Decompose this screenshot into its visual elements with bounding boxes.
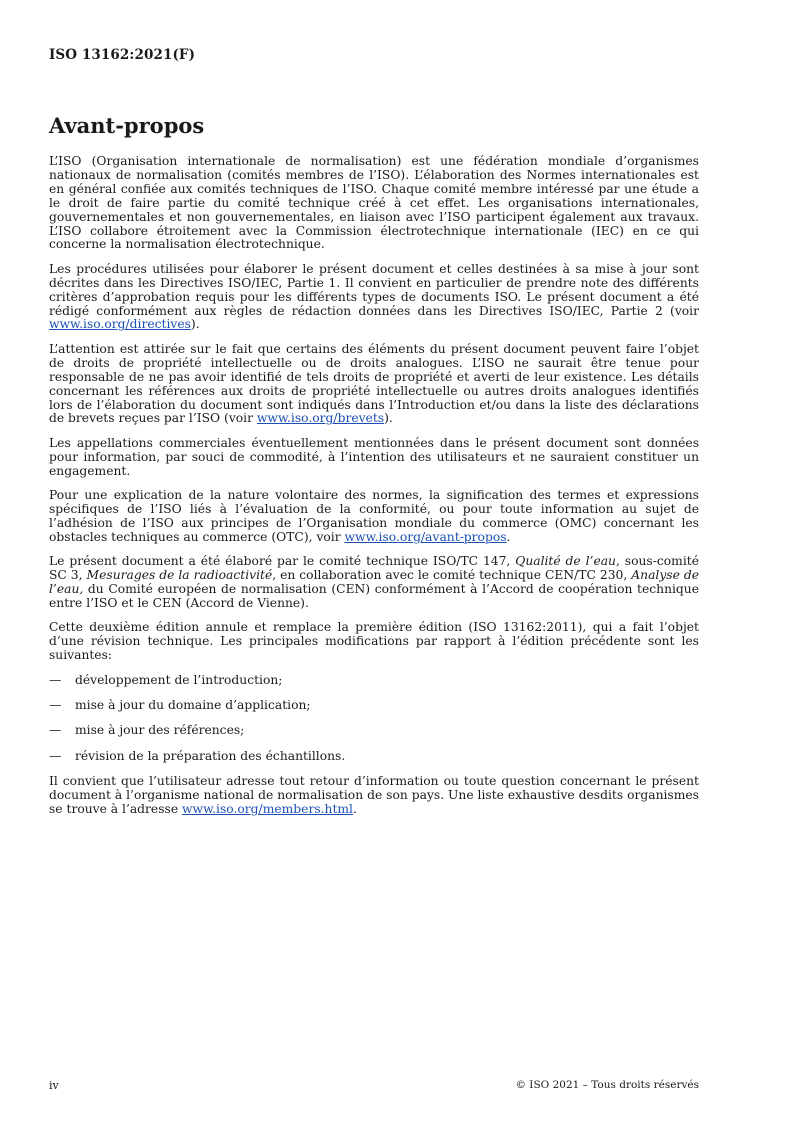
paragraph-procedures — [49, 263, 699, 333]
list-item-text: développement de l’introduction; — [75, 672, 283, 687]
members-link[interactable]: www.iso.org/members.html — [182, 801, 353, 816]
paragraph-text: ). — [190, 317, 200, 332]
list-item — [49, 699, 699, 713]
list-item — [49, 750, 699, 764]
dash-bullet: — — [49, 748, 62, 763]
list-item-text: mise à jour du domaine d’application; — [75, 697, 311, 712]
paragraph-text: , en collaboration avec le comité technique CEN/TC 230, — [272, 568, 632, 583]
paragraph-text: ). — [384, 411, 393, 426]
list-item — [49, 724, 699, 738]
paragraph-text: . — [353, 801, 357, 816]
page-title: Avant-propos — [49, 113, 205, 138]
paragraph-committee — [49, 555, 699, 611]
foreword-link[interactable]: www.iso.org/avant-propos — [344, 529, 507, 544]
cen-committee-title: Analyse de l’eau, — [49, 568, 699, 596]
paragraph-text: . — [506, 529, 511, 544]
paragraph-text: L’attention est attirée sur le fait que certains des éléments du présent document peuvent faire l’objet de droits de propriété intellectuelle ou de droits analogues. L’ISO ne saurait être tenue pour responsable de ne pas avoir identifié de tels droits de propriété et averti de leur existence. Les détails concernant les références aux droits de propriété intellectuelle ou autres droits analogues identifiés lors de l’élaboration du document sont indiqués dans l’Introduction et/ou dans la liste des déclarations de brevets reçues par l’ISO (voir — [49, 341, 699, 426]
copyright-notice: © ISO 2021 – Tous droits réservés — [515, 1079, 699, 1091]
paragraph-text: du Comité européen de normalisation (CEN) conformément à l’Accord de coopération technique entre l’ISO et le CEN (Accord de Vienne). — [49, 581, 699, 610]
directives-link[interactable]: www.iso.org/directives — [49, 317, 191, 332]
subcommittee-title: Mesurages de la radioactivité — [86, 568, 273, 583]
foreword-body — [49, 155, 699, 827]
list-item-text: mise à jour des références; — [75, 723, 245, 738]
paragraph-trade-names: Les appellations commerciales éventuellement mentionnées dans le présent document sont données pour information, par souci de commodité, à l’intention des utilisateurs et ne sauraient constituer un engagement. — [49, 435, 699, 478]
dash-bullet: — — [49, 723, 62, 738]
paragraph-iso-description: L’ISO (Organisation internationale de normalisation) est une fédération mondiale d’organismes nationaux de normalisation (comités membres de l’ISO). L’élaboration des Normes internationales est en général confiée aux comités techniques de l’ISO. Chaque comité membre intéressé par une étude a le droit de faire partie du comité technique créé à cet effet. Les organisations internationales, gouvernementales et non gouvernementales, en liaison avec l’ISO participent également aux travaux. L’ISO collabore étroitement avec la Commission électrotechnique internationale (IEC) en ce qui concerne la normalisation électrotechnique. — [49, 154, 699, 252]
paragraph-voluntary-nature — [49, 489, 699, 545]
paragraph-text: Les procédures utilisées pour élaborer le présent document et celles destinées à sa mise à jour sont décrites dans les Directives ISO/IEC, Partie 1. Il convient en particulier de prendre note des différents critères d’approbation requis pour les différents types de documents ISO. Le présent document a été rédigé conformément aux règles de rédaction données dans les Directives ISO/IEC, Partie 2 (voir — [49, 261, 699, 318]
paragraph-text: , sous-comité SC 3, — [49, 554, 699, 583]
dash-bullet: — — [49, 672, 62, 687]
paragraph-edition: Cette deuxième édition annule et remplace la première édition (ISO 13162:2011), qui a fait l’objet d’une révision technique. Les principales modifications par rapport à l’édition précédente sont les suivantes: — [49, 620, 699, 663]
paragraph-text: Le présent document a été élaboré par le comité technique ISO/TC 147, — [49, 554, 516, 569]
list-item-text: révision de la préparation des échantillons. — [75, 748, 346, 763]
list-item — [49, 674, 699, 688]
paragraph-text: Pour une explication de la nature volontaire des normes, la signification des termes et expressions spécifiques de l’ISO liés à l’évaluation de la conformité, ou pour toute information au sujet de l’adhésion de l’ISO aux principes de l’Organisation mondiale du commerce (OMC) concernant les obstacles techniques au commerce (OTC), voir — [49, 488, 699, 544]
committee-title: Qualité de l’eau — [515, 554, 616, 569]
patents-link[interactable]: www.iso.org/brevets — [256, 411, 385, 426]
dash-bullet: — — [49, 697, 62, 712]
page-number: iv — [49, 1079, 59, 1092]
document-id-header: ISO 13162:2021(F) — [49, 47, 196, 63]
paragraph-text: Il convient que l’utilisateur adresse tout retour d’information ou toute question concernant le présent document à l’organisme national de normalisation de son pays. Une liste exhaustive desdits organismes se trouve à l’adresse — [49, 774, 699, 816]
paragraph-feedback — [49, 775, 699, 817]
paragraph-patents — [49, 343, 699, 426]
